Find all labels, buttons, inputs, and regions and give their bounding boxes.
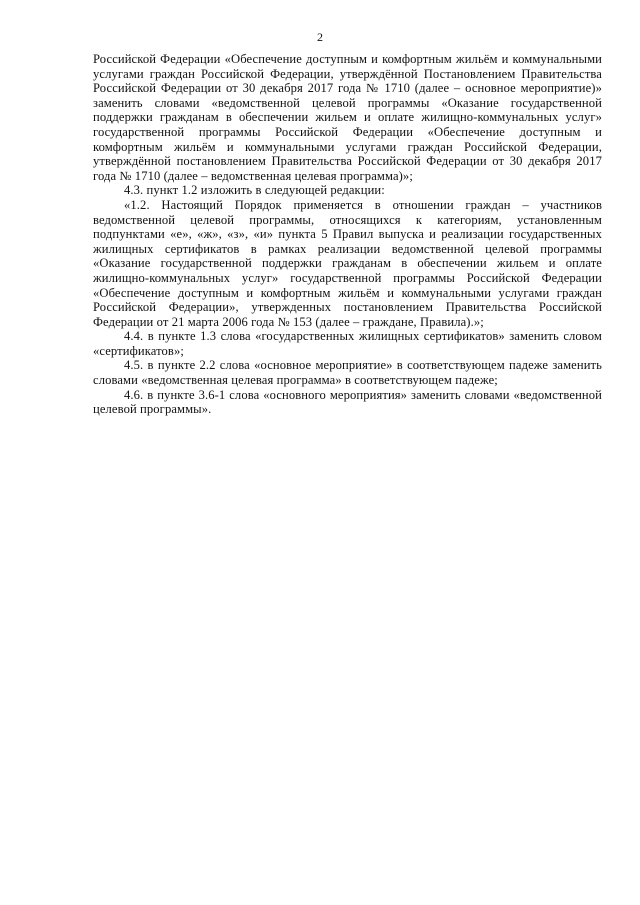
- paragraph-4-4: 4.4. в пункте 1.3 слова «государственных жилищных сертификатов» заменить словом «сертификатов»;: [93, 329, 602, 358]
- paragraph-continuation: Российской Федерации «Обеспечение доступным и комфортным жильём и коммунальными услугами граждан Российской Федерации, утверждённой Постановлением Правительства Российской Федерации от 30 декабря 2017 года № 1710 (далее – основное мероприятие)» заменить словами «ведомственной целевой программы «Оказание государственной поддержки гражданам в обеспечении жильем и оплате жилищно-коммунальных услуг» государственной программы Российской Федерации «Обеспечение доступным и комфортным жильём и коммунальными услугами граждан Российской Федерации, утверждённой постановлением Правительства Российской Федерации от 30 декабря 2017 года № 1710 (далее – ведомственная целевая программа)»;: [93, 52, 602, 183]
- page-number: 2: [317, 30, 323, 44]
- paragraph-4-5: 4.5. в пункте 2.2 слова «основное мероприятие» в соответствующем падеже заменить словами «ведомственная целевая программа» в соответствующем падеже;: [93, 358, 602, 388]
- paragraph-4-6: 4.6. в пункте 3.6-1 слова «основного мероприятия» заменить словами «ведомственной целевой программы».: [93, 387, 602, 417]
- paragraph-1-2-quote: «1.2. Настоящий Порядок применяется в отношении граждан – участников ведомственной целевой программы, относящихся к категориям, установленным подпунктами «е», «ж», «з», «и» пункта 5 Правил выпуска и реализации государственных жилищных сертификатов в рамках реализации ведомственной целевой программы «Оказание государственной поддержки гражданам в обеспечении жильем и оплате жилищно-коммунальных услуг» государственной программы Российской Федерации «Обеспечение доступным и комфортным жильём и коммунальными услугами граждан Российской Федерации», утвержденных постановлением Правительства Российской Федерации от 21 марта 2006 года № 153 (далее – граждане, Правила).»;: [93, 197, 602, 329]
- document-body: [93, 52, 602, 417]
- paragraph-4-3: 4.3. пункт 1.2 изложить в следующей редакции:: [124, 183, 385, 198]
